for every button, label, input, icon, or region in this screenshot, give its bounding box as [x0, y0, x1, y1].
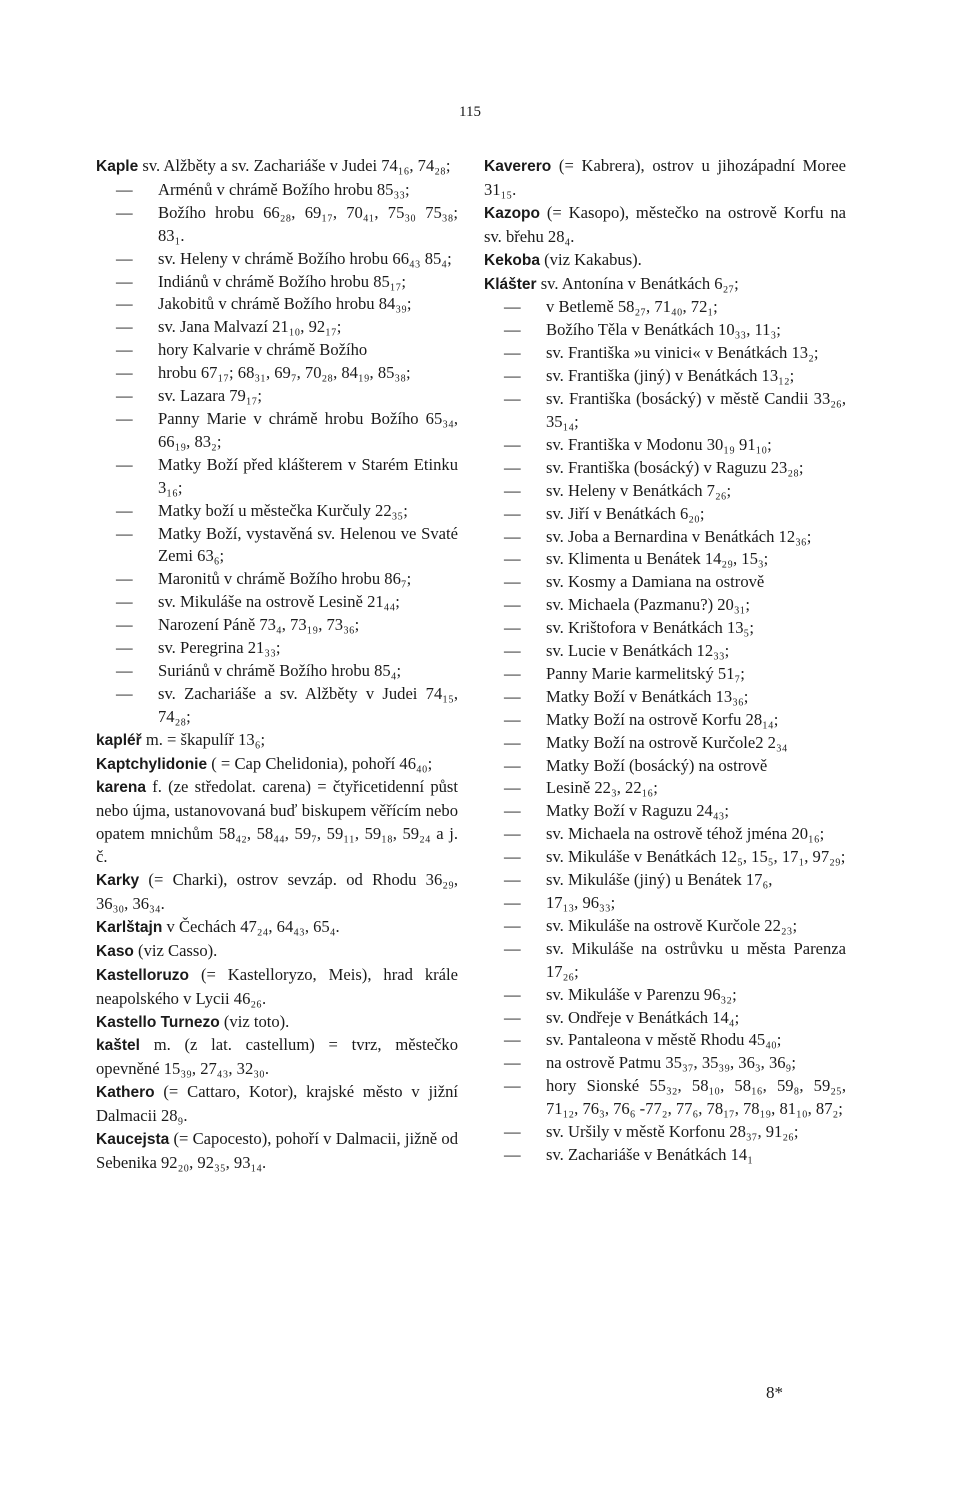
subentry-text: sv. Lazara 79₁₇;	[158, 386, 263, 406]
subentry-text: Narození Páně 73₄, 73₁₉, 73₃₆;	[158, 615, 360, 635]
entry-headword: karena	[96, 779, 146, 797]
subentry-text: Matky Boží (bosácký) na ostrově	[546, 755, 768, 775]
entry-text: sv. Antonína v Benátkách 6₂₇;	[536, 273, 739, 293]
subentry-dash: —	[504, 595, 521, 615]
subentry-dash: —	[504, 1076, 521, 1096]
index-subentry	[484, 709, 846, 732]
entry-text: (= Kasopo), městečko na ostrově Korfu na sv. břehu 28₄.	[484, 202, 846, 246]
subentry-dash: —	[504, 686, 521, 706]
index-subentry	[484, 777, 846, 800]
subentry-text: sv. Jana Malvazí 21₁₀, 92₁₇;	[158, 317, 342, 337]
index-entry	[484, 202, 846, 249]
subentry-dash: —	[116, 500, 133, 520]
subentry-dash: —	[504, 1030, 521, 1050]
subentry-dash: —	[504, 824, 521, 844]
index-subentry	[96, 293, 458, 316]
subentry-dash: —	[504, 1007, 521, 1027]
subentry-text: sv. Františka (jiný) v Benátkách 13₁₂;	[546, 366, 795, 386]
index-subentry	[96, 523, 458, 569]
index-entry	[96, 729, 458, 753]
index-subentry	[96, 637, 458, 660]
subentry-text: sv. Michaela (Pazmanu?) 20₃₁;	[546, 595, 751, 615]
subentry-dash: —	[504, 366, 521, 386]
entry-text: (= Kastelloryzo, Meis), hrad krále neapolského v Lycii 46₂₆.	[96, 964, 458, 1008]
index-subentry	[484, 1029, 846, 1052]
index-subentry	[484, 938, 846, 984]
index-subentry	[484, 663, 846, 686]
entry-text: ( = Cap Chelidonia), pohoří 46₄₀;	[207, 753, 433, 773]
subentry-text: Panny Marie v chrámě hrobu Božího 65₃₄, 66₁₉, 83₂;	[158, 408, 458, 451]
subentry-text: Indiánů v chrámě Božího hrobu 85₁₇;	[158, 271, 406, 291]
subentry-text: Arménů v chrámě Božího hrobu 85₃₃;	[158, 179, 410, 199]
entry-headword: Kaso	[96, 942, 134, 960]
subentry-text: Panny Marie karmelitský 51₇;	[546, 663, 745, 683]
subentry-text: v Betlemě 58₂₇, 71₄₀, 72₁;	[546, 297, 718, 317]
index-subentry	[96, 614, 458, 637]
subentry-dash: —	[504, 1053, 521, 1073]
subentry-dash: —	[504, 870, 521, 890]
subentry-dash: —	[504, 457, 521, 477]
subentry-dash: —	[116, 660, 133, 680]
subentry-text: Matky Boží na ostrově Korfu 28₁₄;	[546, 709, 779, 729]
index-subentry	[96, 271, 458, 294]
subentry-text: sv. Mikuláše v Parenzu 96₃₂;	[546, 984, 737, 1004]
subentry-dash: —	[504, 755, 521, 775]
subentry-text: sv. Heleny v Benátkách 7₂₆;	[546, 480, 732, 500]
subentry-dash: —	[504, 526, 521, 546]
entry-headword: Kazopo	[484, 204, 540, 222]
index-subentry	[484, 365, 846, 388]
subentry-dash: —	[116, 248, 133, 268]
subentry-text: sv. Zachariáše v Benátkách 14₁	[546, 1144, 753, 1164]
index-entry	[484, 273, 846, 297]
subentry-text: sv. Uršily v městě Korfonu 28₃₇, 91₂₆;	[546, 1122, 799, 1142]
entry-text: (= Cattaro, Kotor), krajské město v jižní Dalmacii 28₉.	[96, 1082, 458, 1126]
index-subentry	[484, 915, 846, 938]
subentry-text: sv. Lucie v Benátkách 12₃₃;	[546, 641, 730, 661]
subentry-dash: —	[504, 641, 521, 661]
page-number: 115	[459, 104, 481, 120]
subentry-dash: —	[504, 915, 521, 935]
index-entry	[96, 916, 458, 940]
index-entry	[96, 1128, 458, 1175]
entry-headword: Kaple	[96, 158, 139, 175]
subentry-dash: —	[116, 294, 133, 314]
subentry-text: sv. Michaela na ostrově téhož jména 20₁₆;	[546, 824, 825, 844]
entry-headword: Kaucejsta	[96, 1131, 170, 1149]
index-entry	[96, 1011, 458, 1035]
subentry-text: Božího Těla v Benátkách 10₃₃, 11₃;	[546, 320, 781, 340]
subentry-text: sv. Mikuláše (jiný) u Benátek 17₆,	[546, 870, 773, 890]
index-subentry	[484, 480, 846, 503]
subentry-dash: —	[504, 663, 521, 683]
index-subentry	[484, 686, 846, 709]
entry-headword: Kekoba	[484, 251, 540, 269]
subentry-dash: —	[116, 454, 133, 474]
index-subentry	[484, 640, 846, 663]
subentry-text: Suriánů v chrámě Božího hrobu 85₄;	[158, 660, 402, 680]
index-subentry	[96, 248, 458, 271]
index-entry	[96, 940, 458, 964]
index-subentry	[96, 408, 458, 454]
subentry-dash: —	[504, 389, 521, 409]
index-subentry	[96, 660, 458, 683]
entry-text: (viz Kakabus).	[540, 249, 642, 269]
entry-headword: Karlštajn	[96, 918, 163, 936]
subentry-dash: —	[504, 1122, 521, 1142]
subentry-dash: —	[116, 523, 133, 543]
index-entry	[484, 155, 846, 202]
index-subentry	[484, 594, 846, 617]
entry-headword: kaštel	[96, 1037, 140, 1055]
entry-headword: Klášter	[484, 275, 537, 293]
subentry-text: sv. Heleny v chrámě Božího hrobu 66₄₃ 85₄;	[158, 248, 452, 268]
index-entry	[96, 869, 458, 916]
index-subentry	[484, 296, 846, 319]
index-entry	[96, 776, 458, 869]
index-subentry	[484, 800, 846, 823]
entry-text: m. (z lat. castellum) = tvrz, městečko opevněné 15₃₉, 27₄₃, 32₃₀.	[96, 1035, 458, 1079]
subentry-dash: —	[504, 503, 521, 523]
subentry-text: sv. Peregrina 21₃₃;	[158, 638, 281, 658]
subentry-text: Lesině 22₃, 22₁₆;	[546, 778, 658, 798]
subentry-dash: —	[116, 317, 133, 337]
subentry-dash: —	[504, 732, 521, 752]
index-subentry	[484, 823, 846, 846]
index-subentry	[484, 1121, 846, 1144]
subentry-dash: —	[504, 618, 521, 638]
subentry-text: hory Kalvarie v chrámě Božího	[158, 340, 368, 360]
index-subentry	[484, 869, 846, 892]
subentry-text: sv. Klimenta u Benátek 14₂₉, 15₃;	[546, 549, 769, 569]
index-entry	[96, 964, 458, 1011]
subentry-dash: —	[116, 569, 133, 589]
subentry-dash: —	[504, 938, 521, 958]
subentry-dash: —	[504, 434, 521, 454]
subentry-dash: —	[116, 202, 133, 222]
index-subentry	[484, 319, 846, 342]
index-subentry	[96, 568, 458, 591]
left-column	[96, 155, 458, 1175]
subentry-dash: —	[504, 893, 521, 912]
index-subentry	[484, 732, 846, 755]
subentry-text: sv. Krištofora v Benátkách 13₅;	[546, 618, 754, 638]
index-subentry	[484, 457, 846, 480]
subentry-dash: —	[116, 592, 133, 612]
subentry-text: Matky Boží v Raguzu 24₄₃;	[546, 801, 730, 821]
subentry-text: hrobu 67₁₇; 68₃₁, 69₇, 70₂₈, 84₁₉, 85₃₈;	[158, 363, 411, 383]
signature-mark: 8*	[766, 1383, 783, 1402]
index-entry	[484, 249, 846, 273]
subentry-dash: —	[116, 615, 133, 635]
entry-headword: Kastelloruzo	[96, 966, 190, 984]
subentry-dash: —	[504, 709, 521, 729]
subentry-text: sv. Jiří v Benátkách 6₂₀;	[546, 503, 705, 523]
subentry-text: Matky Boží na ostrově Kurčole2 2₃₄	[546, 732, 788, 752]
subentry-text: hory Sionské 55₃₂, 58₁₀, 58₁₆, 59₈, 59₂₅, 71₁₂, 76₃, 76₆ -77₂, 77₆, 78₁₇, 78₁₉, 81₁₀, 87₂;	[546, 1076, 846, 1119]
index-subentry	[96, 202, 458, 248]
subentry-dash: —	[116, 179, 133, 199]
subentry-text: sv. Ondřeje v Benátkách 14₄;	[546, 1007, 740, 1027]
index-entry	[96, 155, 458, 179]
index-subentry	[484, 846, 846, 869]
index-subentry	[96, 591, 458, 614]
index-subentry	[484, 1075, 846, 1121]
entry-headword: Karky	[96, 872, 140, 890]
index-subentry	[484, 1144, 846, 1167]
index-subentry	[96, 316, 458, 339]
index-entry	[96, 1034, 458, 1081]
subentry-dash: —	[504, 549, 521, 569]
entry-text: (viz toto).	[219, 1011, 290, 1031]
subentry-text: sv. Františka »u vinici« v Benátkách 13₂;	[546, 343, 819, 363]
subentry-text: Matky Boží v Benátkách 13₃₆;	[546, 686, 749, 706]
index-subentry	[484, 503, 846, 526]
entry-text: (= Capocesto), pohoří v Dalmacii, jižně od Sebenika 92₂₀, 92₃₅, 93₁₄.	[96, 1129, 458, 1172]
entry-headword: Kastello Turnezo	[96, 1013, 220, 1031]
entry-headword: kapléř	[96, 731, 142, 749]
index-subentry	[484, 755, 846, 778]
index-subentry	[96, 454, 458, 500]
entry-headword: Kaverero	[484, 158, 552, 175]
subentry-dash: —	[504, 984, 521, 1004]
index-subentry	[484, 1007, 846, 1030]
subentry-dash: —	[504, 847, 521, 867]
index-subentry	[484, 571, 846, 594]
entry-text: m. = škapulíř 13₆;	[141, 729, 266, 749]
subentry-dash: —	[504, 801, 521, 821]
entry-text: (= Charki), ostrov sevzáp. od Rhodu 36₂₉, 36₃₀, 36₃₄.	[96, 870, 458, 913]
subentry-text: Maronitů v chrámě Božího hrobu 86₇;	[158, 569, 412, 589]
index-subentry	[484, 526, 846, 549]
subentry-text: sv. Pantaleona v městě Rhodu 45₄₀;	[546, 1030, 782, 1050]
subentry-text: sv. Kosmy a Damiana na ostrově	[546, 572, 765, 592]
subentry-text: Jakobitů v chrámě Božího hrobu 84₃₉;	[158, 294, 412, 314]
subentry-text: sv. Zachariáše a sv. Alžběty v Judei 74₁₅, 74₂₈;	[158, 683, 458, 726]
subentry-text: Matky Boží, vystavěná sv. Helenou ve Svaté Zemi 63₆;	[158, 523, 458, 566]
subentry-dash: —	[504, 320, 521, 340]
index-entry	[96, 753, 458, 777]
index-subentry	[484, 984, 846, 1007]
subentry-text: sv. Františka v Modonu 30₁₉ 91₁₀;	[546, 434, 772, 454]
subentry-text: sv. Mikuláše na ostrově Kurčole 22₂₃;	[546, 915, 798, 935]
index-subentry	[96, 385, 458, 408]
subentry-dash: —	[116, 386, 133, 406]
index-subentry	[96, 362, 458, 385]
subentry-dash: —	[116, 683, 133, 703]
entry-text: (viz Casso).	[133, 940, 218, 960]
subentry-text: sv. Mikuláše na ostrůvku u města Parenza 17₂₆;	[546, 938, 846, 981]
subentry-text: sv. Františka (bosácký) v Raguzu 23₂₈;	[546, 457, 804, 477]
index-subentry	[484, 892, 846, 915]
index-subentry	[484, 434, 846, 457]
subentry-text: sv. Františka (bosácký) v městě Candii 33₂₆, 35₁₄;	[546, 389, 846, 431]
subentry-text: sv. Joba a Bernardina v Benátkách 12₃₆;	[546, 526, 812, 546]
subentry-text: na ostrově Patmu 35₃₇, 35₃₉, 36₃, 36₉;	[546, 1053, 796, 1073]
entry-headword: Kathero	[96, 1084, 155, 1102]
subentry-text: Božího hrobu 66₂₈, 69₁₇, 70₄₁, 75₃₀ 75₃₈; 83₁.	[158, 202, 458, 245]
subentry-dash: —	[504, 343, 521, 363]
index-entry	[96, 1081, 458, 1128]
index-subentry	[484, 342, 846, 365]
subentry-dash: —	[504, 572, 521, 592]
index-subentry	[96, 683, 458, 729]
subentry-text: sv. Mikuláše na ostrově Lesině 21₄₄;	[158, 592, 400, 612]
subentry-dash: —	[504, 480, 521, 500]
right-column	[484, 155, 846, 1167]
subentry-dash: —	[116, 340, 133, 360]
entry-text: f. (ze středolat. carena) = čtyřicetidenní půst nebo újma, ustanovovaná buď biskupem věřícím nebo opatem mnichům 58₄₂, 58₄₄, 59₇, 59₁₁, 59₁₈, 59₂₄ a j. č.	[96, 777, 458, 867]
index-subentry	[96, 179, 458, 202]
entry-headword: Kaptchylidonie	[96, 755, 208, 773]
entry-text: v Čechách 47₂₄, 64₄₃, 65₄.	[162, 916, 340, 936]
subentry-text: sv. Mikuláše v Benátkách 12₅, 15₅, 17₁, 97₂₉;	[546, 847, 846, 867]
subentry-dash: —	[504, 297, 521, 317]
subentry-dash: —	[116, 363, 133, 383]
index-subentry	[484, 1052, 846, 1075]
subentry-dash: —	[504, 778, 521, 798]
subentry-dash: —	[116, 408, 133, 428]
index-subentry	[96, 339, 458, 362]
entry-text: sv. Alžběty a sv. Zachariáše v Judei 74₁₆, 74₂₈;	[138, 156, 451, 175]
subentry-text: Matky boží u městečka Kurčuly 22₃₅;	[158, 500, 408, 520]
index-subentry	[484, 548, 846, 571]
subentry-dash: —	[116, 271, 133, 291]
entry-text: (= Kabrera), ostrov u jihozápadní Moree 31₁₅.	[484, 156, 846, 199]
index-subentry	[484, 388, 846, 434]
index-subentry	[96, 500, 458, 523]
subentry-dash: —	[116, 638, 133, 658]
subentry-dash: —	[504, 1144, 521, 1164]
subentry-text: 17₁₃, 96₃₃;	[546, 893, 616, 912]
subentry-text: Matky Boží před klášterem v Starém Etinku 3₁₆;	[158, 454, 458, 497]
index-subentry	[484, 617, 846, 640]
